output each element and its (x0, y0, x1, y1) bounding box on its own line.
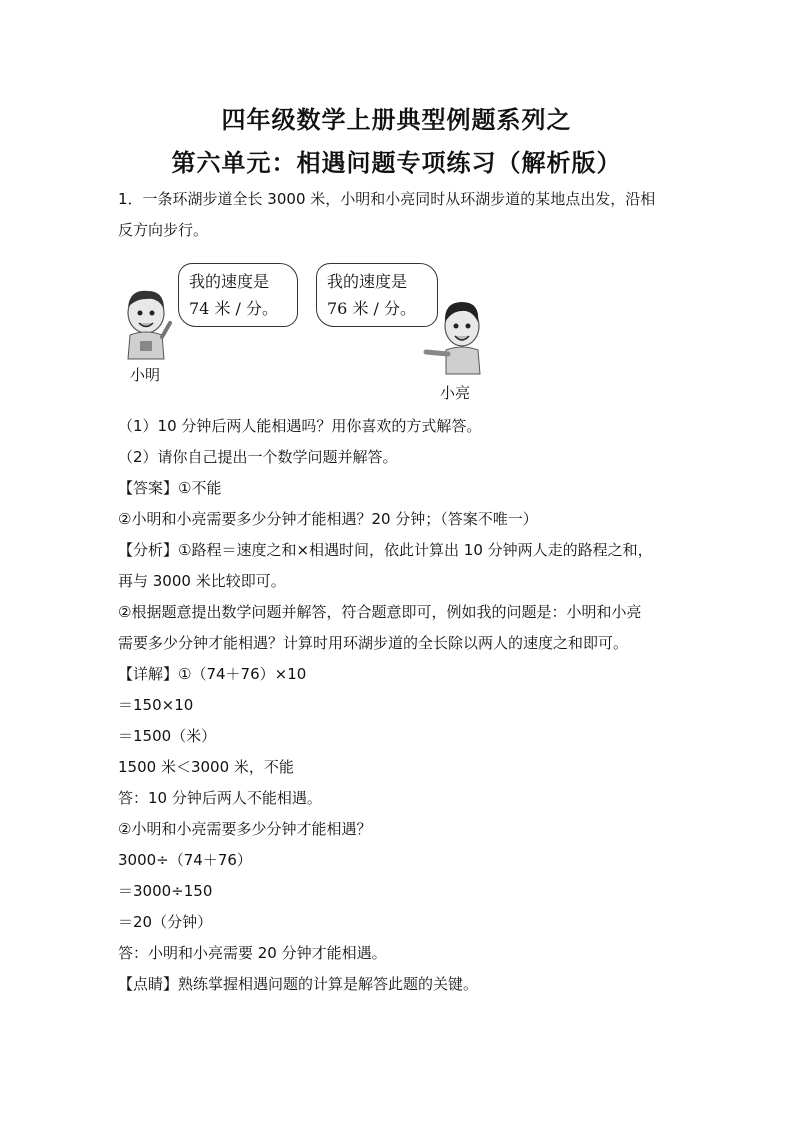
detail-line1: 【详解】①（74＋76）×10 (118, 665, 307, 683)
xiaoliang-label: 小亮 (440, 384, 471, 402)
boy-xiaoming-figure-icon (118, 283, 178, 363)
answer-line2: ②小明和小亮需要多少分钟才能相遇？20 分钟；（答案不唯一） (118, 510, 538, 528)
question-2: （2）请你自己提出一个数学问题并解答。 (118, 448, 398, 466)
analysis-line2: 再与 3000 米比较即可。 (118, 572, 286, 590)
analysis-line1: 【分析】①路程＝速度之和×相遇时间，依此计算出 10 分钟两人走的路程之和， (118, 541, 653, 559)
xiaoming-speech-line1: 我的速度是 (189, 272, 270, 291)
xiaoming-label: 小明 (130, 366, 161, 384)
analysis-line4: 需要多少分钟才能相遇？计算时用环湖步道的全长除以两人的速度之和即可。 (118, 634, 629, 652)
detail-line5: 答：10 分钟后两人不能相遇。 (118, 789, 322, 807)
boy-xiaoliang-figure-icon (420, 296, 490, 376)
detail-line6: ②小明和小亮需要多少分钟才能相遇？ (118, 820, 372, 838)
problem-statement-line2: 反方向步行。 (118, 221, 209, 239)
xiaoming-speech-bubble (178, 263, 298, 327)
document-title-line1: 四年级数学上册典型例题系列之 (221, 106, 572, 134)
xiaoliang-speech-line1: 我的速度是 (327, 272, 408, 291)
detail-line10: 答：小明和小亮需要 20 分钟才能相遇。 (118, 944, 387, 962)
detail-line3: ＝1500（米） (118, 727, 217, 745)
detail-line7: 3000÷（74＋76） (118, 851, 252, 869)
detail-line4: 1500 米＜3000 米，不能 (118, 758, 294, 776)
xiaoliang-speech-line2: 76 米 / 分。 (327, 299, 417, 318)
detail-line2: ＝150×10 (118, 696, 194, 714)
document-title-line2: 第六单元：相遇问题专项练习（解析版） (171, 149, 622, 177)
answer-line1: 【答案】①不能 (118, 479, 222, 497)
analysis-line3: ②根据题意提出数学问题并解答，符合题意即可，例如我的问题是：小明和小亮 (118, 603, 642, 621)
detail-line8: ＝3000÷150 (118, 882, 213, 900)
detail-line9: ＝20（分钟） (118, 913, 213, 931)
question-1: （1）10 分钟后两人能相遇吗？用你喜欢的方式解答。 (118, 417, 482, 435)
problem-statement-line1: 1．一条环湖步道全长 3000 米，小明和小亮同时从环湖步道的某地点出发，沿相 (118, 190, 656, 208)
comment-line: 【点睛】熟练掌握相遇问题的计算是解答此题的关键。 (118, 975, 479, 993)
xiaoming-speech-line2: 74 米 / 分。 (189, 299, 279, 318)
